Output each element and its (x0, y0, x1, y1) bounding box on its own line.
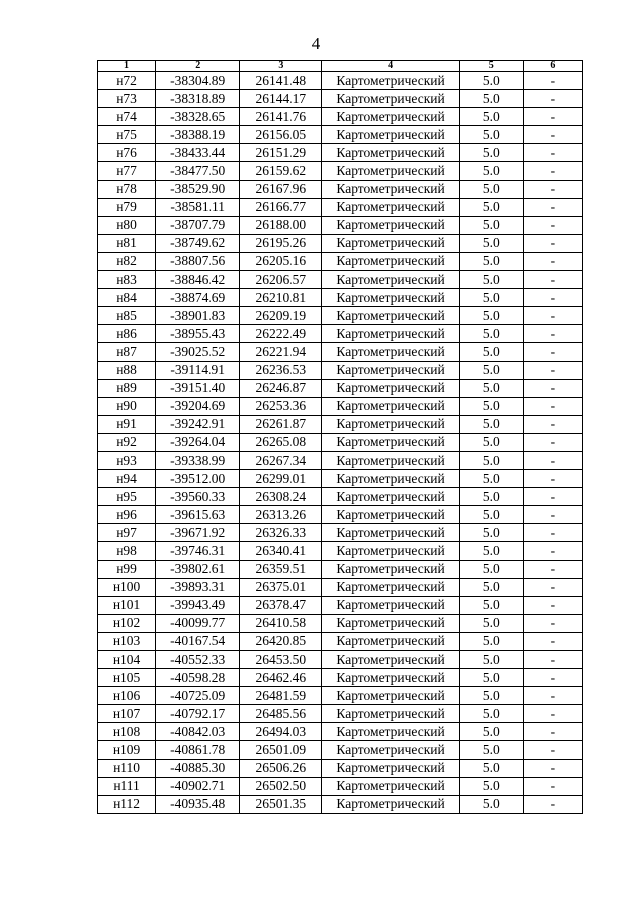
x-coordinate-cell: -39242.91 (156, 415, 240, 433)
table-body (98, 72, 583, 814)
point-id-cell: н97 (98, 524, 156, 542)
x-coordinate-cell: -40099.77 (156, 614, 240, 632)
x-coordinate-cell: -38955.43 (156, 325, 240, 343)
y-coordinate-cell: 26159.62 (240, 162, 322, 180)
table-row (98, 470, 583, 488)
method-cell: Картометрический (322, 560, 459, 578)
point-id-cell: н112 (98, 795, 156, 813)
table-row (98, 379, 583, 397)
x-coordinate-cell: -39560.33 (156, 488, 240, 506)
y-coordinate-cell: 26205.16 (240, 252, 322, 270)
method-cell: Картометрический (322, 343, 459, 361)
table-row (98, 162, 583, 180)
note-cell: - (523, 506, 582, 524)
y-coordinate-cell: 26378.47 (240, 596, 322, 614)
y-coordinate-cell: 26453.50 (240, 651, 322, 669)
accuracy-cell: 5.0 (459, 144, 523, 162)
note-cell: - (523, 379, 582, 397)
method-cell: Картометрический (322, 651, 459, 669)
note-cell: - (523, 524, 582, 542)
table-row (98, 451, 583, 469)
note-cell: - (523, 560, 582, 578)
note-cell: - (523, 723, 582, 741)
x-coordinate-cell: -40902.71 (156, 777, 240, 795)
point-id-cell: н95 (98, 488, 156, 506)
note-cell: - (523, 361, 582, 379)
accuracy-cell: 5.0 (459, 632, 523, 650)
y-coordinate-cell: 26410.58 (240, 614, 322, 632)
table-row (98, 433, 583, 451)
note-cell: - (523, 614, 582, 632)
method-cell: Картометрический (322, 361, 459, 379)
point-id-cell: н75 (98, 126, 156, 144)
point-id-cell: н89 (98, 379, 156, 397)
accuracy-cell: 5.0 (459, 126, 523, 144)
point-id-cell: н80 (98, 216, 156, 234)
x-coordinate-cell: -38846.42 (156, 271, 240, 289)
point-id-cell: н98 (98, 542, 156, 560)
method-cell: Картометрический (322, 126, 459, 144)
y-coordinate-cell: 26246.87 (240, 379, 322, 397)
method-cell: Картометрический (322, 108, 459, 126)
method-cell: Картометрический (322, 144, 459, 162)
table-row (98, 216, 583, 234)
accuracy-cell: 5.0 (459, 759, 523, 777)
accuracy-cell: 5.0 (459, 795, 523, 813)
accuracy-cell: 5.0 (459, 162, 523, 180)
method-cell: Картометрический (322, 397, 459, 415)
method-cell: Картометрический (322, 271, 459, 289)
x-coordinate-cell: -38433.44 (156, 144, 240, 162)
table-row (98, 108, 583, 126)
method-cell: Картометрический (322, 433, 459, 451)
table-row (98, 759, 583, 777)
column-header: 6 (523, 61, 582, 72)
table-row (98, 705, 583, 723)
y-coordinate-cell: 26166.77 (240, 198, 322, 216)
column-header: 2 (156, 61, 240, 72)
accuracy-cell: 5.0 (459, 542, 523, 560)
y-coordinate-cell: 26501.35 (240, 795, 322, 813)
point-id-cell: н84 (98, 289, 156, 307)
point-id-cell: н74 (98, 108, 156, 126)
note-cell: - (523, 759, 582, 777)
point-id-cell: н106 (98, 687, 156, 705)
table-row (98, 325, 583, 343)
y-coordinate-cell: 26253.36 (240, 397, 322, 415)
table-row (98, 180, 583, 198)
method-cell: Картометрический (322, 234, 459, 252)
x-coordinate-cell: -39615.63 (156, 506, 240, 524)
method-cell: Картометрический (322, 795, 459, 813)
x-coordinate-cell: -39893.31 (156, 578, 240, 596)
accuracy-cell: 5.0 (459, 669, 523, 687)
y-coordinate-cell: 26167.96 (240, 180, 322, 198)
note-cell: - (523, 126, 582, 144)
x-coordinate-cell: -39943.49 (156, 596, 240, 614)
accuracy-cell: 5.0 (459, 524, 523, 542)
note-cell: - (523, 72, 582, 90)
point-id-cell: н100 (98, 578, 156, 596)
y-coordinate-cell: 26265.08 (240, 433, 322, 451)
point-id-cell: н96 (98, 506, 156, 524)
note-cell: - (523, 415, 582, 433)
accuracy-cell: 5.0 (459, 289, 523, 307)
method-cell: Картометрический (322, 524, 459, 542)
point-id-cell: н109 (98, 741, 156, 759)
x-coordinate-cell: -38388.19 (156, 126, 240, 144)
point-id-cell: н99 (98, 560, 156, 578)
note-cell: - (523, 198, 582, 216)
x-coordinate-cell: -38477.50 (156, 162, 240, 180)
note-cell: - (523, 542, 582, 560)
accuracy-cell: 5.0 (459, 343, 523, 361)
column-header: 1 (98, 61, 156, 72)
y-coordinate-cell: 26195.26 (240, 234, 322, 252)
note-cell: - (523, 578, 582, 596)
table-row (98, 289, 583, 307)
y-coordinate-cell: 26326.33 (240, 524, 322, 542)
x-coordinate-cell: -38318.89 (156, 90, 240, 108)
note-cell: - (523, 144, 582, 162)
x-coordinate-cell: -39671.92 (156, 524, 240, 542)
table-row (98, 795, 583, 813)
x-coordinate-cell: -40725.09 (156, 687, 240, 705)
accuracy-cell: 5.0 (459, 271, 523, 289)
y-coordinate-cell: 26188.00 (240, 216, 322, 234)
x-coordinate-cell: -39338.99 (156, 451, 240, 469)
point-id-cell: н90 (98, 397, 156, 415)
method-cell: Картометрический (322, 451, 459, 469)
y-coordinate-cell: 26340.41 (240, 542, 322, 560)
point-id-cell: н107 (98, 705, 156, 723)
accuracy-cell: 5.0 (459, 216, 523, 234)
y-coordinate-cell: 26151.29 (240, 144, 322, 162)
accuracy-cell: 5.0 (459, 72, 523, 90)
method-cell: Картометрический (322, 379, 459, 397)
method-cell: Картометрический (322, 415, 459, 433)
method-cell: Картометрический (322, 470, 459, 488)
note-cell: - (523, 325, 582, 343)
table-row (98, 614, 583, 632)
method-cell: Картометрический (322, 307, 459, 325)
table-row (98, 741, 583, 759)
note-cell: - (523, 108, 582, 126)
y-coordinate-cell: 26494.03 (240, 723, 322, 741)
x-coordinate-cell: -40935.48 (156, 795, 240, 813)
point-id-cell: н72 (98, 72, 156, 90)
method-cell: Картометрический (322, 72, 459, 90)
x-coordinate-cell: -38874.69 (156, 289, 240, 307)
accuracy-cell: 5.0 (459, 433, 523, 451)
x-coordinate-cell: -38807.56 (156, 252, 240, 270)
accuracy-cell: 5.0 (459, 108, 523, 126)
accuracy-cell: 5.0 (459, 578, 523, 596)
accuracy-cell: 5.0 (459, 723, 523, 741)
coordinates-table (97, 60, 583, 814)
y-coordinate-cell: 26222.49 (240, 325, 322, 343)
x-coordinate-cell: -40552.33 (156, 651, 240, 669)
table-row (98, 234, 583, 252)
method-cell: Картометрический (322, 542, 459, 560)
method-cell: Картометрический (322, 741, 459, 759)
note-cell: - (523, 795, 582, 813)
method-cell: Картометрический (322, 289, 459, 307)
x-coordinate-cell: -38529.90 (156, 180, 240, 198)
table-row (98, 777, 583, 795)
note-cell: - (523, 234, 582, 252)
accuracy-cell: 5.0 (459, 705, 523, 723)
page-number: 4 (311, 34, 321, 53)
y-coordinate-cell: 26462.46 (240, 669, 322, 687)
y-coordinate-cell: 26141.48 (240, 72, 322, 90)
x-coordinate-cell: -38304.89 (156, 72, 240, 90)
table-row (98, 669, 583, 687)
note-cell: - (523, 777, 582, 795)
note-cell: - (523, 252, 582, 270)
column-header: 5 (459, 61, 523, 72)
x-coordinate-cell: -39746.31 (156, 542, 240, 560)
method-cell: Картометрический (322, 705, 459, 723)
y-coordinate-cell: 26308.24 (240, 488, 322, 506)
y-coordinate-cell: 26210.81 (240, 289, 322, 307)
method-cell: Картометрический (322, 614, 459, 632)
table-row (98, 632, 583, 650)
accuracy-cell: 5.0 (459, 307, 523, 325)
point-id-cell: н86 (98, 325, 156, 343)
x-coordinate-cell: -38707.79 (156, 216, 240, 234)
y-coordinate-cell: 26313.26 (240, 506, 322, 524)
table-row (98, 361, 583, 379)
note-cell: - (523, 687, 582, 705)
note-cell: - (523, 271, 582, 289)
x-coordinate-cell: -39802.61 (156, 560, 240, 578)
accuracy-cell: 5.0 (459, 234, 523, 252)
table-row (98, 578, 583, 596)
table-row (98, 488, 583, 506)
accuracy-cell: 5.0 (459, 470, 523, 488)
table-row (98, 144, 583, 162)
table-row (98, 524, 583, 542)
y-coordinate-cell: 26267.34 (240, 451, 322, 469)
accuracy-cell: 5.0 (459, 651, 523, 669)
table-row (98, 72, 583, 90)
note-cell: - (523, 596, 582, 614)
table-row (98, 307, 583, 325)
accuracy-cell: 5.0 (459, 415, 523, 433)
y-coordinate-cell: 26156.05 (240, 126, 322, 144)
point-id-cell: н76 (98, 144, 156, 162)
point-id-cell: н101 (98, 596, 156, 614)
column-header: 4 (322, 61, 459, 72)
accuracy-cell: 5.0 (459, 596, 523, 614)
table-row (98, 560, 583, 578)
note-cell: - (523, 289, 582, 307)
note-cell: - (523, 669, 582, 687)
accuracy-cell: 5.0 (459, 506, 523, 524)
x-coordinate-cell: -39114.91 (156, 361, 240, 379)
point-id-cell: н91 (98, 415, 156, 433)
point-id-cell: н73 (98, 90, 156, 108)
method-cell: Картометрический (322, 777, 459, 795)
y-coordinate-cell: 26141.76 (240, 108, 322, 126)
x-coordinate-cell: -39025.52 (156, 343, 240, 361)
note-cell: - (523, 470, 582, 488)
y-coordinate-cell: 26206.57 (240, 271, 322, 289)
point-id-cell: н111 (98, 777, 156, 795)
point-id-cell: н102 (98, 614, 156, 632)
x-coordinate-cell: -40861.78 (156, 741, 240, 759)
y-coordinate-cell: 26236.53 (240, 361, 322, 379)
accuracy-cell: 5.0 (459, 741, 523, 759)
note-cell: - (523, 433, 582, 451)
accuracy-cell: 5.0 (459, 180, 523, 198)
point-id-cell: н105 (98, 669, 156, 687)
table-row (98, 687, 583, 705)
point-id-cell: н110 (98, 759, 156, 777)
method-cell: Картометрический (322, 252, 459, 270)
accuracy-cell: 5.0 (459, 687, 523, 705)
accuracy-cell: 5.0 (459, 488, 523, 506)
y-coordinate-cell: 26485.56 (240, 705, 322, 723)
note-cell: - (523, 651, 582, 669)
y-coordinate-cell: 26375.01 (240, 578, 322, 596)
method-cell: Картометрический (322, 198, 459, 216)
method-cell: Картометрический (322, 506, 459, 524)
method-cell: Картометрический (322, 180, 459, 198)
table-row (98, 651, 583, 669)
y-coordinate-cell: 26420.85 (240, 632, 322, 650)
y-coordinate-cell: 26501.09 (240, 741, 322, 759)
x-coordinate-cell: -39204.69 (156, 397, 240, 415)
y-coordinate-cell: 26261.87 (240, 415, 322, 433)
point-id-cell: н85 (98, 307, 156, 325)
note-cell: - (523, 488, 582, 506)
y-coordinate-cell: 26221.94 (240, 343, 322, 361)
table-row (98, 252, 583, 270)
y-coordinate-cell: 26299.01 (240, 470, 322, 488)
table-row (98, 415, 583, 433)
note-cell: - (523, 162, 582, 180)
point-id-cell: н87 (98, 343, 156, 361)
table-row (98, 271, 583, 289)
table-header-row (98, 61, 583, 72)
point-id-cell: н77 (98, 162, 156, 180)
point-id-cell: н103 (98, 632, 156, 650)
x-coordinate-cell: -39151.40 (156, 379, 240, 397)
x-coordinate-cell: -40885.30 (156, 759, 240, 777)
point-id-cell: н88 (98, 361, 156, 379)
note-cell: - (523, 632, 582, 650)
table-row (98, 198, 583, 216)
method-cell: Картометрический (322, 578, 459, 596)
y-coordinate-cell: 26359.51 (240, 560, 322, 578)
x-coordinate-cell: -40842.03 (156, 723, 240, 741)
table-row (98, 506, 583, 524)
point-id-cell: н82 (98, 252, 156, 270)
note-cell: - (523, 451, 582, 469)
note-cell: - (523, 180, 582, 198)
x-coordinate-cell: -40792.17 (156, 705, 240, 723)
note-cell: - (523, 343, 582, 361)
table-row (98, 343, 583, 361)
y-coordinate-cell: 26209.19 (240, 307, 322, 325)
y-coordinate-cell: 26506.26 (240, 759, 322, 777)
x-coordinate-cell: -38328.65 (156, 108, 240, 126)
method-cell: Картометрический (322, 216, 459, 234)
x-coordinate-cell: -39264.04 (156, 433, 240, 451)
accuracy-cell: 5.0 (459, 451, 523, 469)
x-coordinate-cell: -39512.00 (156, 470, 240, 488)
note-cell: - (523, 705, 582, 723)
accuracy-cell: 5.0 (459, 614, 523, 632)
accuracy-cell: 5.0 (459, 198, 523, 216)
method-cell: Картометрический (322, 687, 459, 705)
accuracy-cell: 5.0 (459, 397, 523, 415)
x-coordinate-cell: -40167.54 (156, 632, 240, 650)
note-cell: - (523, 307, 582, 325)
point-id-cell: н92 (98, 433, 156, 451)
point-id-cell: н108 (98, 723, 156, 741)
table-row (98, 723, 583, 741)
accuracy-cell: 5.0 (459, 325, 523, 343)
note-cell: - (523, 397, 582, 415)
note-cell: - (523, 90, 582, 108)
note-cell: - (523, 741, 582, 759)
method-cell: Картометрический (322, 632, 459, 650)
method-cell: Картометрический (322, 669, 459, 687)
accuracy-cell: 5.0 (459, 379, 523, 397)
table-row (98, 596, 583, 614)
point-id-cell: н81 (98, 234, 156, 252)
method-cell: Картометрический (322, 723, 459, 741)
table-row (98, 397, 583, 415)
x-coordinate-cell: -38581.11 (156, 198, 240, 216)
x-coordinate-cell: -38749.62 (156, 234, 240, 252)
x-coordinate-cell: -38901.83 (156, 307, 240, 325)
y-coordinate-cell: 26144.17 (240, 90, 322, 108)
accuracy-cell: 5.0 (459, 361, 523, 379)
accuracy-cell: 5.0 (459, 777, 523, 795)
point-id-cell: н79 (98, 198, 156, 216)
table-row (98, 542, 583, 560)
table-row (98, 90, 583, 108)
accuracy-cell: 5.0 (459, 90, 523, 108)
method-cell: Картометрический (322, 90, 459, 108)
note-cell: - (523, 216, 582, 234)
accuracy-cell: 5.0 (459, 252, 523, 270)
point-id-cell: н93 (98, 451, 156, 469)
point-id-cell: н83 (98, 271, 156, 289)
column-header: 3 (240, 61, 322, 72)
point-id-cell: н104 (98, 651, 156, 669)
method-cell: Картометрический (322, 162, 459, 180)
y-coordinate-cell: 26502.50 (240, 777, 322, 795)
y-coordinate-cell: 26481.59 (240, 687, 322, 705)
point-id-cell: н78 (98, 180, 156, 198)
method-cell: Картометрический (322, 759, 459, 777)
method-cell: Картометрический (322, 596, 459, 614)
accuracy-cell: 5.0 (459, 560, 523, 578)
method-cell: Картометрический (322, 325, 459, 343)
method-cell: Картометрический (322, 488, 459, 506)
x-coordinate-cell: -40598.28 (156, 669, 240, 687)
point-id-cell: н94 (98, 470, 156, 488)
table-row (98, 126, 583, 144)
